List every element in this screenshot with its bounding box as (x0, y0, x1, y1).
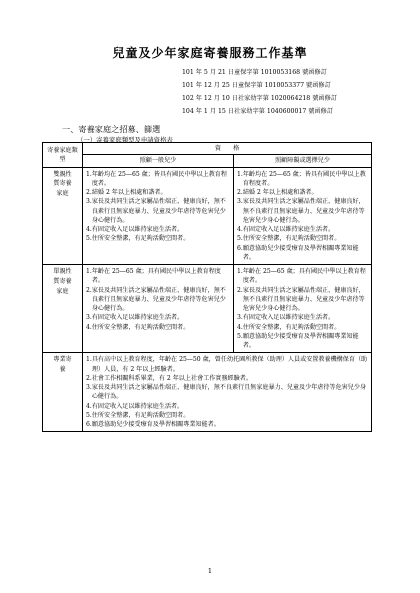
list-item: 4. 住所安全整潔，有足夠活動空間者。 (237, 323, 341, 331)
list-item: 2. 家長及共同生活之家屬品性端正、健康良好，無不良素行且無家庭暴力、兒童及少年虐待等危害兒少身心健行為。 (237, 286, 365, 312)
list-item: 4. 有固定收入足以維持家庭生活者。 (86, 226, 184, 233)
list-item: 2. 社會工作相關科系畢業，有 2 年以上社會工作實務經驗者。 (86, 374, 252, 382)
list-item: 5. 願意協助兒少接受療育及學習相關專業知能者。 (237, 332, 359, 349)
special-qual-cell (234, 167, 372, 265)
list-item: 1. 具有高中以上教育程度，年齡在 25—50 歲，曾任幼托園所教保（助理）人員或安置教養機構保育（助理）人員，有 2 年以上經驗者。 (86, 356, 368, 373)
row-type-label: 單親性質寄養家庭 (53, 268, 72, 295)
subsection-heading: （一）寄養家庭類型及申請資格表 (77, 136, 173, 144)
list-item: 3. 家長及共同生活之家屬品性端正、健康良好，無不良素行且無家庭暴力、兒童及少年虐待等危害兒少身心健行為。 (86, 384, 367, 401)
list-item: 3. 家長及共同生活之家屬品性端正、健康良好，無不良素行且無家庭暴力、兒童及少年虐待等危害兒少身心健行為。 (237, 198, 365, 224)
amendment-line: 101 年 5 月 21 日童保字第 1010053168 號函修訂 (182, 69, 327, 76)
page-number: 1 (207, 567, 213, 575)
header-type-label: 寄養家庭類型 (47, 146, 78, 163)
professional-qual-cell (83, 353, 372, 432)
section-heading: 一、寄養家庭之招募、篩選 (62, 124, 161, 134)
list-item: 4. 有固定收入足以維持家庭生活者。 (237, 226, 335, 233)
list-item: 4. 有固定收入足以維持家庭生活者。 (86, 402, 184, 410)
amendment-line: 104 年 1 月 15 日社家幼字第 1040600017 號函修訂 (182, 108, 334, 115)
list-item: 5. 住所安全整潔，有足夠活動空間者。 (86, 235, 190, 243)
list-item: 1. 年齡均在 25—65 歲；皆具有國民中學以上教育程度者。 (86, 170, 227, 187)
table-header-row (43, 143, 372, 155)
list-item: 3. 家長及共同生活之家屬品性端正、健康良好，無不良素行且無家庭暴力、兒童及少年虐待等危害兒少身心健行為。 (86, 198, 226, 224)
table-row (43, 265, 372, 353)
eligibility-table (42, 142, 372, 432)
list-item: 2. 結婚 2 年以上相處和諧者。 (86, 189, 167, 196)
list-item: 1. 年齡在 25—65 歲；具有國民中學以上教育程度者。 (86, 268, 221, 285)
table-row (43, 167, 372, 265)
subheader-general: 照顧一般兒少 (83, 155, 234, 167)
list-item: 6. 願意協助兒少接受療育及學習相關專業知能者。 (237, 244, 359, 261)
general-qual-cell (83, 265, 234, 353)
row-type-cell (43, 167, 83, 265)
list-item: 3. 有固定收入足以維持家庭生活者。 (237, 314, 335, 322)
table-subheader-row (43, 155, 372, 167)
special-qual-cell (234, 265, 372, 353)
list-item: 6. 願意協助兒少接受療育及學習相關專業知能者。 (86, 421, 220, 428)
list-item: 5. 住所安全整潔，有足夠活動空間者。 (86, 411, 190, 419)
list-item: 2. 家長及共同生活之家屬品性端正、健康良好，無不良素行且無家庭暴力、兒童及少年虐待等危害兒少身心健行為。 (86, 286, 226, 312)
amendment-line: 102 年 12 月 10 日社家幼字第 1020064218 號函修訂 (182, 95, 337, 102)
list-item: 3. 有固定收入足以維持家庭生活者。 (86, 314, 184, 322)
subheader-special: 照顧障礙或選擇兒少 (234, 155, 372, 167)
list-item: 1. 年齡在 25—65 歲；具有國民中學以上教育程度者。 (237, 268, 366, 285)
row-type-label: 專業寄養 (53, 356, 72, 373)
list-item: 4. 住所安全整潔，有足夠活動空間者。 (86, 323, 190, 331)
table-row (43, 353, 372, 432)
amendment-line: 101 年 12 月 25 日童保字第 1010053377 號函修訂 (182, 82, 331, 89)
header-qual-cell (83, 143, 372, 155)
list-item: 1. 年齡均在 25—65 歲；皆具有國民中學以上教育程度者。 (237, 170, 366, 187)
document-title: 兒童及少年家庭寄養服務工作基準 (112, 46, 308, 60)
row-type-label: 雙親性質寄養家庭 (53, 170, 72, 197)
list-item: 5. 住所安全整潔，有足夠活動空間者。 (237, 235, 341, 243)
header-qual-label: 資 格 (214, 145, 240, 152)
row-type-cell (43, 265, 83, 353)
list-item: 2. 結婚 2 年以上相處和諧者。 (237, 189, 318, 196)
general-qual-cell (83, 167, 234, 265)
row-type-cell (43, 353, 83, 432)
header-type-cell (43, 143, 83, 168)
